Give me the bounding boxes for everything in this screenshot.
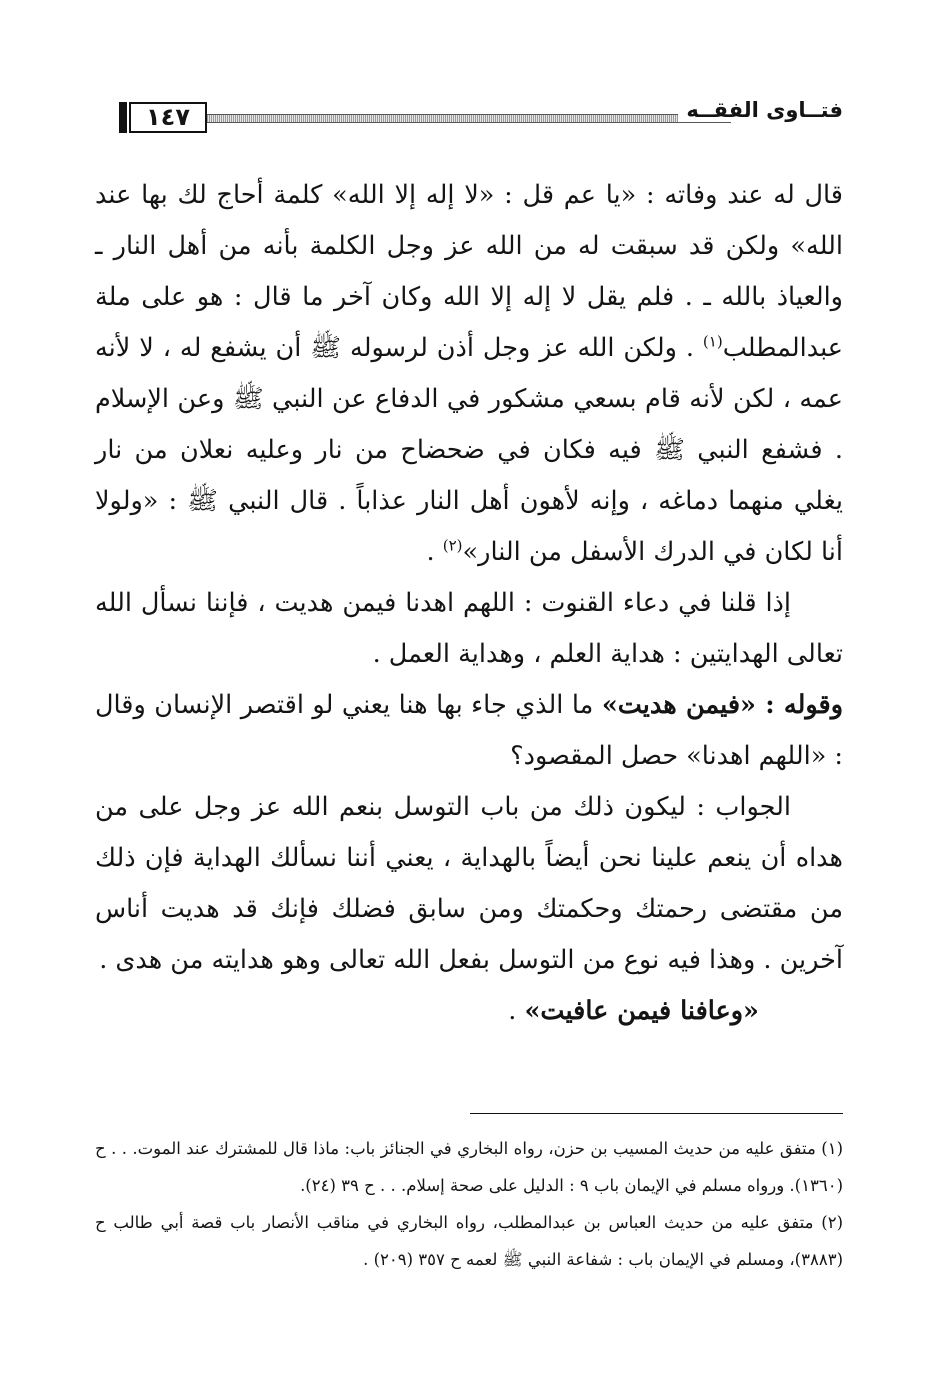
paragraph-1-continued: . ولكن الله عز وجل أذن لرسوله ﷺ أن يشفع له ، لا لأنه عمه ، لكن لأنه قام بسعي مشكور في الدفاع عن النبي ﷺ وعن الإسلام . فشفع النبي ﷺ فيه فكان في ضحضاح من نار وعليه نعلان من نار يغلي منهما دماغه ، وإنه لأهون أهل النار عذاباً . قال النبي ﷺ : «ولولا أنا لكان في الدرك الأسفل من النار» [95, 333, 843, 567]
question-paragraph [95, 680, 843, 782]
footnote-divider [470, 1113, 843, 1114]
main-text [95, 170, 843, 1037]
footnote-1: (١) متفق عليه من حديث المسيب بن حزن، رواه البخاري في الجنائز باب: ماذا قال للمشترك عند الموت. . . ح (١٣٦٠). ورواه مسلم في الإيمان باب ٩ : الدليل على صحة إسلام. . . ح ٣٩ (٢٤). [95, 1139, 843, 1195]
page-header [95, 98, 843, 132]
page-number: ١٤٧ [129, 102, 207, 133]
section-heading [95, 986, 843, 1037]
footnote-2: (٢) متفق عليه من حديث العباس بن عبدالمطلب، رواه البخاري في مناقب الأنصار باب قصة أبي طالب ح (٣٨٨٣)، ومسلم في الإيمان باب : شفاعة النبي ﷺ لعمه ح ٣٥٧ (٢٠٩) . [95, 1213, 843, 1269]
header-rule [207, 114, 731, 123]
question-lead: وقوله : «فيمن هديت» [601, 690, 844, 720]
footnote-ref-1: (١) [702, 332, 723, 351]
footnotes [95, 1130, 843, 1278]
section-heading-text: «وعافنا فيمن عافيت» [524, 996, 759, 1026]
paragraph-1-end: . [426, 537, 443, 567]
footnote-ref-2: (٢) [442, 536, 463, 555]
page-number-bar [119, 102, 127, 133]
answer-paragraph: الجواب : ليكون ذلك من باب التوسل بنعم الله عز وجل على من هداه أن ينعم علينا نحن أيضاً بالهداية ، يعني أننا نسألك الهداية فإن ذلك من مقتضى رحمتك وحكمتك ومن سابق فضلك فإنك قد هديت أناس آخرين . وهذا فيه نوع من التوسل بفعل الله تعالى وهو هدايته من هدى . [95, 792, 843, 975]
paragraph-2: إذا قلنا في دعاء القنوت : اللهم اهدنا فيمن هديت ، فإننا نسأل الله تعالى الهدايتين : هداية العلم ، وهداية العمل . [95, 588, 843, 669]
paragraph-1 [95, 170, 843, 578]
section-heading-end: . [508, 996, 525, 1026]
running-title: فتــاوى الفقــه [678, 98, 843, 122]
question-rest: ما الذي جاء بها هنا يعني لو اقتصر الإنسان وقال : «اللهم اهدنا» حصل المقصود؟ [95, 690, 843, 771]
paragraph-1-text: قال له عند وفاته : «يا عم قل : «لا إله إلا الله» كلمة أحاج لك بها عند الله» ولكن قد سبقت له من الله عز وجل الكلمة بأنه من أهل النار ـ والعياذ بالله ـ . فلم يقل لا إله إلا الله وكان آخر ما قال : هو على ملة عبدالمطلب [95, 180, 843, 363]
